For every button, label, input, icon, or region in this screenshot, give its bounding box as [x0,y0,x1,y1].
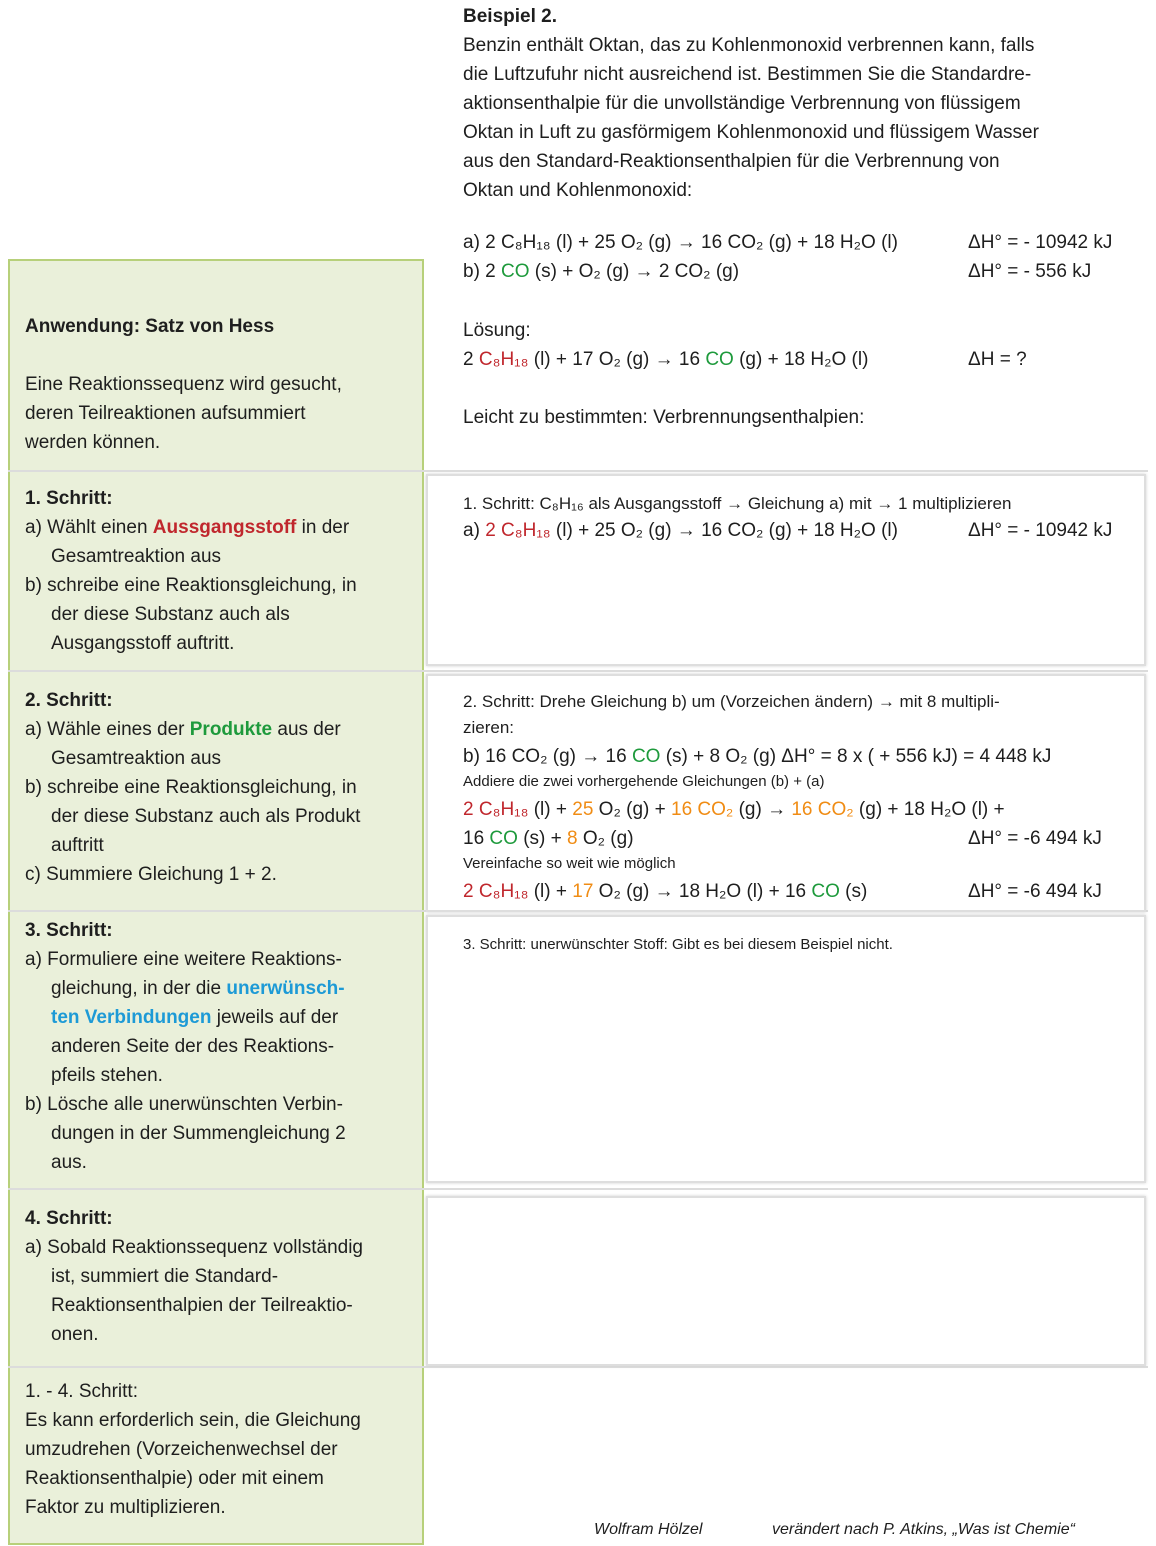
final-enthalpy: ΔH° = -6 494 kJ [968,881,1102,902]
equation-b: b) 2 CO (s) + O₂ (g) → 2 CO₂ (g) [463,261,740,282]
footer-source: verändert nach P. Atkins, „Was ist Chemie“ [772,1521,1075,1538]
final-equation: 2 C₈H₁₈ (l) + 17 O₂ (g) → 18 H₂O (l) + 16 CO (s) [463,881,868,902]
right-frame-step-4 [426,1196,1146,1366]
step-4-title: 4. Schritt: [25,1208,113,1229]
solution-equation: 2 C₈H₁₈ (l) + 17 O₂ (g) → 16 CO (g) + 18 H₂O (l) [463,349,869,370]
highlight-produkte: Produkte [189,719,273,740]
step-1: 1. Schritt: a) Wählt einen Aussgangsstoff in der Gesamtreaktion aus b) schreibe eine Reaktionsgleichung, in der diese Substanz auch als Ausgangsstoff auftritt. [25,484,420,658]
equation-b-enthalpy: ΔH° = - 556 kJ [968,261,1092,282]
step-2-equation-b: b) 16 CO₂ (g) → 16 CO (s) + 8 O₂ (g) ΔH° = 8 x ( + 556 kJ) = 4 448 kJ [463,746,1052,767]
equation-a: a) 2 C₈H₁₈ (l) + 25 O₂ (g) → 16 CO₂ (g) + 18 H₂O (l) [463,232,898,253]
easy-note: Leicht zu bestimmten: Verbrennungsenthalpien: [463,407,865,428]
equation-a-enthalpy: ΔH° = - 10942 kJ [968,232,1113,253]
step-2: 2. Schritt: a) Wähle eines der Produkte aus der Gesamtreaktion aus b) schreibe eine Reaktionsgleichung, in der diese Substanz auch als Produkt auftritt c) Summiere Gleichung 1 + 2. [25,686,420,889]
solution-enthalpy: ΔH = ? [968,349,1027,370]
step-3: 3. Schritt: a) Formuliere eine weitere Reaktions- gleichung, in der die unerwünsch- ten Verbindungen jeweils auf der anderen Seite der des Reaktions- pfeils stehen. b) Lösche alle unerwünschten Verbin- dungen in der Summengleichung 2 aus. [25,916,420,1177]
example-block [463,2,1143,205]
intro-title: Anwendung: Satz von Hess [25,316,275,337]
divider [8,1188,1148,1190]
add-label: Addiere die zwei vorhergehende Gleichungen (b) + (a) [463,773,825,790]
step-3-description: 3. Schritt: unerwünschter Stoff: Gibt es bei diesem Beispiel nicht. [463,936,893,953]
simplify-label: Vereinfache so weit wie möglich [463,855,676,872]
divider [8,470,1148,472]
footer-author: Wolfram Hölzel [594,1521,703,1538]
step-2-description-cont: zieren: [463,718,515,737]
sum-equation-line-2: 16 CO (s) + 8 O₂ (g) [463,828,634,849]
step-1-description: 1. Schritt: C₈H₁₆ als Ausgangsstoff → Gleichung a) mit → 1 multiplizieren [463,494,1012,513]
steps-summary: 1. - 4. Schritt: Es kann erforderlich sein, die Gleichung umzudrehen (Vorzeichenwechsel der Reaktionsenthalpie) oder mit einem Faktor zu multiplizieren. [25,1377,420,1522]
steps-summary-title: 1. - 4. Schritt: [25,1381,138,1402]
step-2-description: 2. Schritt: Drehe Gleichung b) um (Vorzeichen ändern) → mit 8 multipli- [463,692,1000,711]
solution-label: Lösung: [463,320,531,341]
example-text: Benzin enthält Oktan, das zu Kohlenmonoxid verbrennen kann, falls die Luftzufuhr nicht ausreichend ist. Bestimmen Sie die Standardre- aktionsenthalpie für die unvollständige Verbrennung von flüssigem Oktan in Luft zu gasförmigem Kohlenmonoxid und flüssigem Wasser aus den Standard-Reaktionsenthalpien für die Verbrennung von Oktan und Kohlenmonoxid: [463,35,1039,201]
highlight-unerwuenscht: unerwünsch- [226,978,345,999]
step-1-enthalpy: ΔH° = - 10942 kJ [968,520,1113,541]
step-4: 4. Schritt: a) Sobald Reaktionssequenz vollständig ist, summiert die Standard- Reaktionsenthalpien der Teilreaktio- onen. [25,1204,420,1349]
step-2-title: 2. Schritt: [25,690,113,711]
step-3-title: 3. Schritt: [25,920,113,941]
example-title: Beispiel 2. [463,6,557,27]
intro-section: Anwendung: Satz von Hess Eine Reaktionssequenz wird gesucht, deren Teilreaktionen aufsummiert werden können. [25,312,415,457]
step-1-equation: a) 2 C₈H₁₈ (l) + 25 O₂ (g) → 16 CO₂ (g) + 18 H₂O (l) [463,520,898,541]
divider [8,670,1148,672]
sum-equation-line-1: 2 C₈H₁₈ (l) + 25 O₂ (g) + 16 CO₂ (g) → 16 CO₂ (g) + 18 H₂O (l) + [463,799,1005,820]
divider [8,1366,1148,1368]
sum-enthalpy: ΔH° = -6 494 kJ [968,828,1102,849]
highlight-ausgangsstoff: Aussgangsstoff [152,517,297,538]
step-1-title: 1. Schritt: [25,488,113,509]
